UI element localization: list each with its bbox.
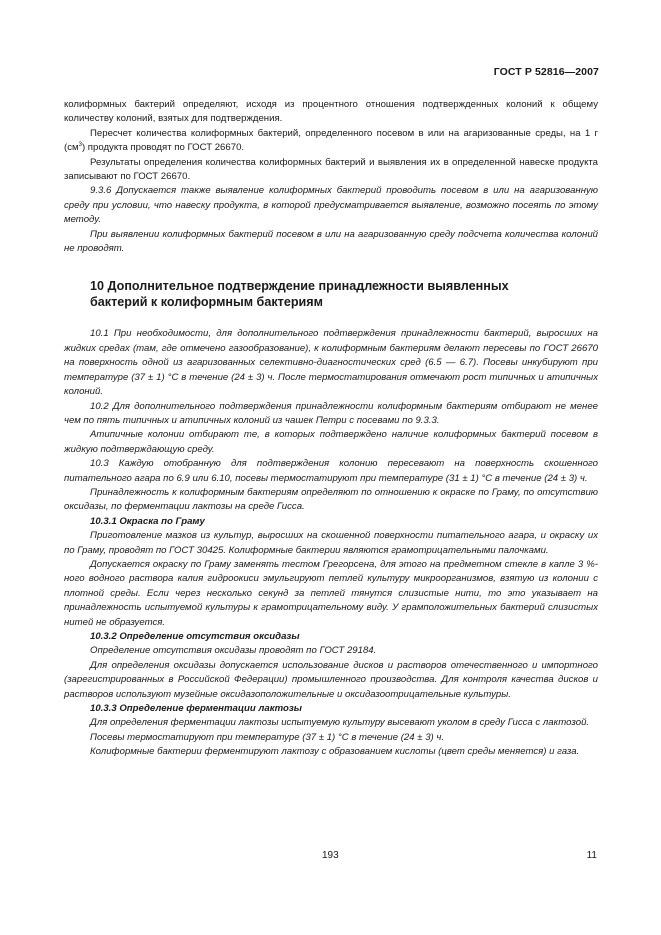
subheading: 10.3.1 Окраска по Граму bbox=[90, 515, 205, 527]
paragraph-part: Пересчет количества колиформных бактерий, определенного посевом в или на агаризованные среды, на 1 г (см bbox=[64, 127, 598, 154]
paragraph: Результаты определения количества колиформных бактерий и выявления их в определенной навеске продукта записывают по ГОСТ 26670. bbox=[64, 156, 598, 183]
body-text bbox=[64, 98, 598, 760]
page-number-right: 11 bbox=[586, 850, 597, 861]
section-heading-line: бактерий к колиформным бактериям bbox=[90, 295, 323, 310]
paragraph bbox=[64, 127, 598, 156]
paragraph: Колиформные бактерии ферментируют лактозу с образованием кислоты (цвет среды меняется) и газа. bbox=[90, 746, 580, 758]
paragraph: Принадлежность к колиформным бактериям определяют по отношению к окраске по Граму, по отсутствию оксидазы, по ферментации лактозы на среде Гисса. bbox=[64, 486, 598, 513]
paragraph: Атипичные колонии отбирают те, в которых подтверждено наличие колиформных бактерий посевом в жидкую подтверждающую среду. bbox=[64, 429, 598, 455]
superscript: 3 bbox=[78, 142, 82, 149]
paragraph: Посевы термостатируют при температуре (37 ± 1) °С в течение (24 ± 3) ч. bbox=[90, 731, 445, 743]
document-code: ГОСТ Р 52816—2007 bbox=[493, 66, 599, 78]
subheading: 10.3.3 Определение ферментации лактозы bbox=[90, 703, 302, 715]
paragraph-part: ) продукта проводят по ГОСТ 26670. bbox=[81, 142, 245, 154]
section-heading bbox=[90, 278, 598, 310]
page-number-center: 193 bbox=[322, 850, 339, 861]
paragraph: Приготовление мазков из культур, выросших на скошенной поверхности питательного агара, и окраску их по Граму, проводят по ГОСТ 30425. Колиформные бактерии являются грамотрицательными палочками. bbox=[64, 530, 598, 556]
section-heading-line: 10 Дополнительное подтверждение принадлежности выявленных bbox=[90, 279, 509, 294]
subheading: 10.3.2 Определение отсутствия оксидазы bbox=[90, 631, 300, 642]
paragraph: 9.3.6 Допускается также выявление колиформных бактерий проводить посевом в или на агаризованную среду при условии, что навеску продукта, в которой предусматривается выявление, возможно посеять по этому методу. bbox=[64, 185, 598, 226]
paragraph: 10.2 Для дополнительного подтверждения принадлежности колиформным бактериям отбирают не менее чем по пять типичных и атипичных колоний из чашек Петри с посевами по 9.3.3. bbox=[64, 400, 598, 426]
paragraph: Допускается окраску по Граму заменять тестом Грегорсена, для этого на предметном стекле в капле 3 %-ного водного раствора калия гидроокиси эмульгируют петлей культуру микроорганизмов, взятую из колонии с плотной среды. Если через несколько секунд за петлей тянутся слизистые нити, то это указывает на принадлежность испытуемой культуры к грамотрицательному виду. У грамположительных бактерий слизистых нитей не образуется. bbox=[64, 558, 598, 628]
paragraph: Определение отсутствия оксидазы проводят по ГОСТ 29184. bbox=[90, 645, 377, 657]
paragraph: 10.3 Каждую отобранную для подтверждения колонию пересевают на поверхность скошенного питательного агара по 6.9 или 6.10, посевы термостатируют при температуре (31 ± 1) °С в течение (24 ± 3) ч. bbox=[64, 458, 598, 484]
paragraph: Для определения оксидазы допускается использование дисков и растворов отечественного и импортного (зарегистрированных в Российской Федерации) промышленного производства. Для контроля качества дисков и растворов используют музейные оксидазоположительные и оксидазоотрицательные культуры. bbox=[64, 659, 598, 700]
paragraph: При выявлении колиформных бактерий посевом в или на агаризованную среду подсчета количества колоний не проводят. bbox=[64, 228, 598, 255]
paragraph: 10.1 При необходимости, для дополнительного подтверждения принадлежности бактерий, выросших на жидких средах (там, где отмечено газообразование), к колиформным бактериям делают пересевы по ГОСТ 26670 на поверхность одной из агаризованных селективно-диагностических сред (6.5 — 6.7). Посевы инкубируют при температуре (37 ± 1) °С в течение (24 ± 3) ч. После термостатирования отмечают рост типичных и атипичных колоний. bbox=[64, 328, 598, 398]
paragraph: колиформных бактерий определяют, исходя из процентного отношения подтвержденных колоний к общему количеству колоний, взятых для подтверждения. bbox=[64, 99, 598, 125]
paragraph: Для определения ферментации лактозы испытуемую культуру высевают уколом в среду Гисса с лактозой. bbox=[90, 717, 590, 729]
